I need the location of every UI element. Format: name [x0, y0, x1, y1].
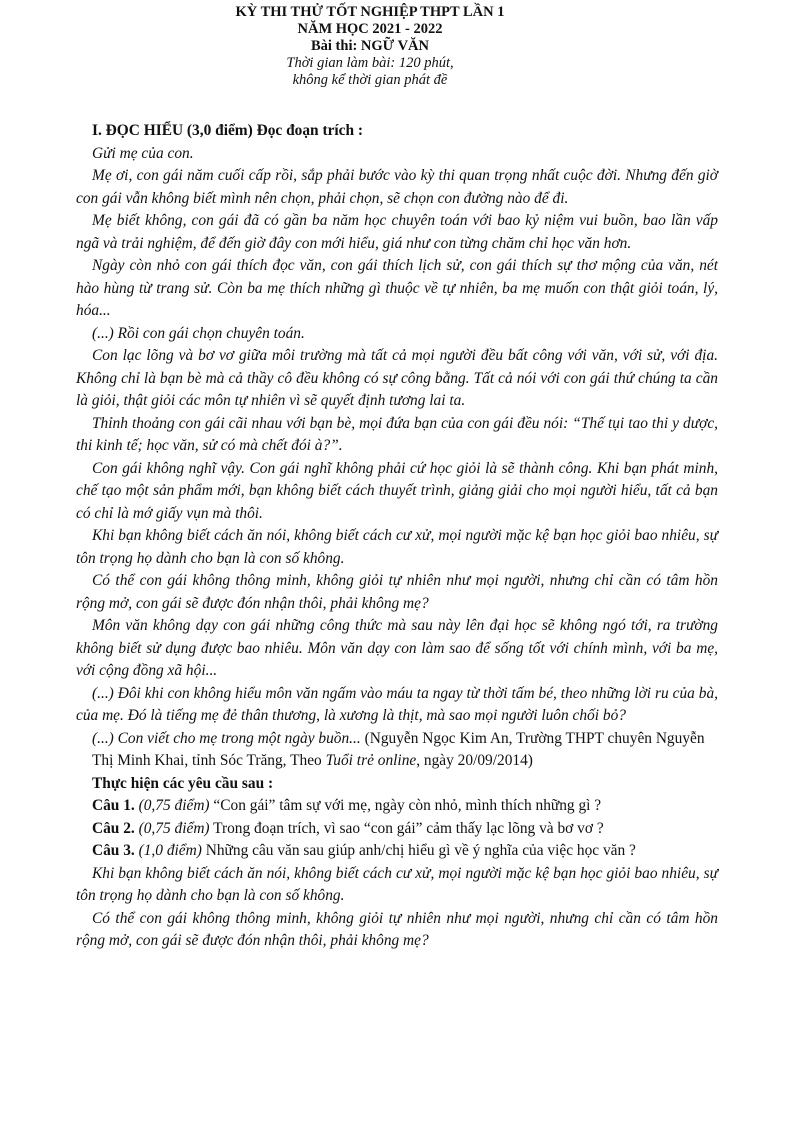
question-points: (1,0 điểm) [134, 842, 202, 859]
question-number: Câu 2. [92, 819, 135, 837]
exam-content [76, 120, 718, 953]
requirements-title: Thực hiện các yêu cầu sau : [92, 774, 274, 792]
subject: Bài thi: NGỮ VĂN [310, 38, 430, 54]
source-publication: Tuổi trẻ online [325, 752, 417, 769]
exam-header [180, 4, 560, 89]
time-note: không kể thời gian phát đề [292, 72, 448, 88]
source-closing: (...) Con viết cho mẹ trong một ngày buồn... [92, 729, 361, 747]
passage-paragraph: Gửi mẹ của con. [92, 144, 194, 162]
passage-paragraph: Con gái không nghĩ vậy. Con gái nghĩ không phải cứ học giỏi là sẽ thành công. Khi bạn phát minh, chế tạo một sản phẩm mới, bạn không biết cách thuyết trình, giảng giải cho mọi người hiểu, tất cả bạn có chỉ là mớ giấy vụn mà thôi. [76, 459, 718, 522]
question-text: Những câu văn sau giúp anh/chị hiểu gì về ý nghĩa của việc học văn ? [201, 842, 636, 859]
passage-paragraph: Mẹ biết không, con gái đã có gần ba năm học chuyên toán với bao kỷ niệm vui buồn, bao lần vấp ngã và trải nghiệm, để đến giờ đây con mới hiểu, giá như con từng chăm chỉ học văn hơn. [76, 212, 718, 252]
passage-source [76, 728, 718, 773]
passage-paragraph: Khi bạn không biết cách ăn nói, không biết cách cư xử, mọi người mặc kệ bạn học giỏi bao nhiêu, sự tôn trọng họ dành cho bạn là con số không. [76, 527, 718, 567]
passage-paragraph: Môn văn không dạy con gái những công thức mà sau này lên đại học sẽ không ngó tới, ra trường không biết sử dụng được bao nhiêu. Môn văn dạy con làm sao để sống tốt với chính mình, với ba mẹ, với cộng đồng xã hội... [76, 617, 718, 679]
source-attribution: (Nguyễn Ngọc Kim An, Trường THPT chuyên Nguyễn Thị Minh Khai, tỉnh Sóc Trăng, Theo [92, 729, 705, 769]
question-2 [76, 818, 718, 841]
quoted-sentence: Có thể con gái không thông minh, không giỏi tự nhiên như mọi người, nhưng chỉ cần có tâm hồn rộng mở, con gái sẽ được đón nhận thôi, phải không mẹ? [76, 909, 718, 949]
passage-paragraph: (...) Rồi con gái chọn chuyên toán. [92, 324, 305, 342]
passage-paragraph: Có thể con gái không thông minh, không giỏi tự nhiên như mọi người, nhưng chỉ cần có tâm hồn rộng mở, con gái sẽ được đón nhận thôi, phải không mẹ? [76, 572, 718, 612]
quoted-sentence: Khi bạn không biết cách ăn nói, không biết cách cư xử, mọi người mặc kệ bạn học giỏi bao nhiêu, sự tôn trọng họ dành cho bạn là con số không. [76, 864, 718, 904]
source-date: , ngày 20/09/2014) [416, 752, 533, 769]
question-text: Trong đoạn trích, vì sao “con gái” cảm thấy lạc lõng và bơ vơ ? [209, 819, 604, 837]
passage-paragraph: Con lạc lõng và bơ vơ giữa môi trường mà tất cả mọi người đều bất công với văn, với sử, với địa. Không chỉ là bạn bè mà cả thầy cô đều không có sự công bằng. Tất cả nói với con gái thứ chúng ta cần là giỏi, thật giỏi các môn tự nhiên vì sẽ quyết định tương lai ta. [76, 347, 718, 409]
passage-paragraph: Ngày còn nhỏ con gái thích đọc văn, con gái thích lịch sử, con gái thích sự thơ mộng của văn, nét hào hùng từ trang sử. Còn ba mẹ thích những gì thuộc về tự nhiên, ba mẹ muốn con thật giỏi toán, lý, hóa... [76, 257, 718, 319]
question-points: (0,75 điểm) [134, 819, 210, 837]
school-year: NĂM HỌC 2021 - 2022 [297, 21, 443, 37]
time-limit: Thời gian làm bài: 120 phút, [286, 55, 454, 71]
question-points: (0,75 điểm) [134, 797, 210, 814]
passage-paragraph: Mẹ ơi, con gái năm cuối cấp rồi, sắp phải bước vào kỳ thi quan trọng nhất cuộc đời. Nhưng đến giờ con gái vẫn không biết mình nên chọn, phải chọn, sẽ chọn con đường nào để đi. [76, 167, 718, 207]
question-number: Câu 3. [92, 842, 135, 859]
passage-paragraph: (...) Đôi khi con không hiểu môn văn ngấm vào máu ta ngay từ thời tấm bé, theo những lời ru của bà, của mẹ. Đó là tiếng mẹ đẻ thân thương, là xương là thịt, mà sao mọi người luôn chối bỏ? [76, 684, 718, 724]
question-1 [76, 795, 718, 818]
passage-paragraph: Thỉnh thoảng con gái cãi nhau với bạn bè, mọi đứa bạn của con gái đều nói: “Thế tụi tao thi y dược, thi kinh tế; học văn, sử có mà chết đói à?”. [76, 414, 718, 454]
question-text: “Con gái” tâm sự với mẹ, ngày còn nhỏ, mình thích những gì ? [209, 797, 602, 814]
section-title: I. ĐỌC HIỂU (3,0 điểm) Đọc đoạn trích : [92, 122, 364, 139]
exam-title: KỲ THI THỬ TỐT NGHIỆP THPT LẦN 1 [235, 4, 505, 20]
question-3 [76, 840, 718, 863]
question-number: Câu 1. [92, 797, 135, 814]
